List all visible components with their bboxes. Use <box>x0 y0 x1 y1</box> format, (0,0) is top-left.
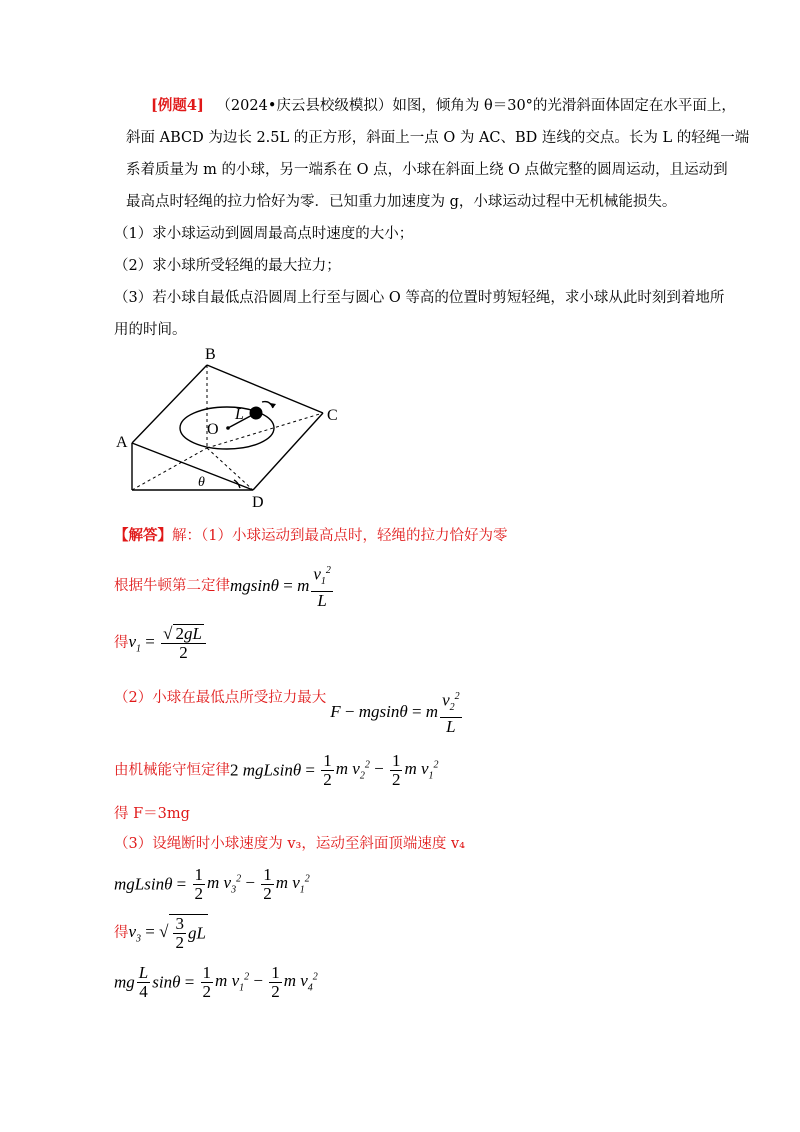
ball <box>250 407 263 420</box>
energy-equation-3: mg $\frac{L}{4}$ sinθ = $\frac{1}{2}$ m $v_1^2$ − $\frac{1}{2}$ m $v_4^2$ <box>114 963 318 1001</box>
answer-tag: 【解答】 <box>114 527 172 544</box>
energy-equation: 由机械能守恒定律2 mgLsinθ = $\frac{1}{2}$ m $v_2^2$ − $\frac{1}{2}$ m $v_1^2$ <box>114 751 439 789</box>
arrow-head <box>270 403 276 408</box>
v1-result: 得$v_1$ = $\frac{√ 2gL}{2}$ <box>114 624 208 668</box>
label-O: O <box>207 421 219 438</box>
v2-squared-over-L: $\frac{v_2^2}{L}$ <box>440 688 462 736</box>
v1-squared-over-L: $\frac{v_1^2}{L}$ <box>311 562 333 610</box>
label-L: L <box>235 406 244 423</box>
sqrt-2gL-over-2: $\frac{√ 2gL}{2}$ <box>161 624 206 662</box>
part3-text: （3）设绳断时小球速度为 v₃，运动至斜面顶端速度 v₄ <box>114 836 465 852</box>
problem-line-3: 系着质量为 m 的小球，另一端系在 O 点，小球在斜面上绕 O 点做完整的圆周运动，且运动到 <box>126 162 728 178</box>
question-2: （2）求小球所受轻绳的最大拉力； <box>114 258 341 274</box>
solution-header <box>114 526 507 546</box>
example-tag: [例题4] <box>151 97 204 114</box>
energy-text: 由机械能守恒定律 <box>114 762 230 779</box>
problem-line-1-text: （2024•庆云县校级模拟）如图，倾角为 θ＝30°的光滑斜面体固定在水平面上， <box>216 98 736 114</box>
part2-text: （2）小球在最低点所受拉力最大 <box>114 690 327 706</box>
label-theta: θ <box>198 475 205 490</box>
energy-equation-2: mgLsinθ = $\frac{1}{2}$ m $v_3^2$ − $\frac{1}{2}$ m $v_1^2$ <box>114 865 310 903</box>
edge-BC <box>207 365 323 413</box>
center-point-O <box>226 426 230 430</box>
label-B: B <box>205 346 216 363</box>
solution-intro: 解：（1）小球运动到最高点时，轻绳的拉力恰好为零 <box>172 528 508 544</box>
hidden-base-diag <box>207 448 253 490</box>
get-text: 得 <box>114 635 129 651</box>
hidden-base-left <box>132 448 207 490</box>
question-3-line-2: 用的时间。 <box>114 322 187 338</box>
problem-line-1 <box>151 96 736 116</box>
get-text-2: 得 <box>114 925 129 941</box>
edge-CD <box>253 413 323 490</box>
incline-figure <box>110 340 360 515</box>
tension-equation: （2）小球在最低点所受拉力最大F − mgsinθ = m $\frac{v_2^2}{L}$ <box>114 690 460 737</box>
question-3-line-1: （3）若小球自最低点沿圆周上行至与圆心 O 等高的位置时剪短轻绳，求小球从此时刻到着地所 <box>114 290 725 306</box>
edge-AD <box>132 443 253 490</box>
v3-result: 得$v_3$ = √ $\frac{3}{2}$ gL <box>114 914 206 952</box>
f-result: 得 F＝3mg <box>114 806 190 822</box>
label-A: A <box>116 434 128 451</box>
problem-line-2: 斜面 ABCD 为边长 2.5L 的正方形，斜面上一点 O 为 AC、BD 连线的交点。长为 L 的轻绳一端 <box>126 130 750 146</box>
hidden-base-right <box>207 413 323 448</box>
label-C: C <box>327 407 338 424</box>
edge-AB <box>132 365 207 443</box>
problem-line-4: 最高点时轻绳的拉力恰好为零．已知重力加速度为 g，小球运动过程中无机械能损失。 <box>126 194 677 210</box>
newton-equation: 根据牛顿第二定律mgsinθ = m $\frac{v_1^2}{L}$ <box>114 562 335 606</box>
question-1: （1）求小球运动到圆周最高点时速度的大小； <box>114 226 414 242</box>
newton-text: 根据牛顿第二定律 <box>114 578 230 595</box>
label-D: D <box>252 494 264 511</box>
